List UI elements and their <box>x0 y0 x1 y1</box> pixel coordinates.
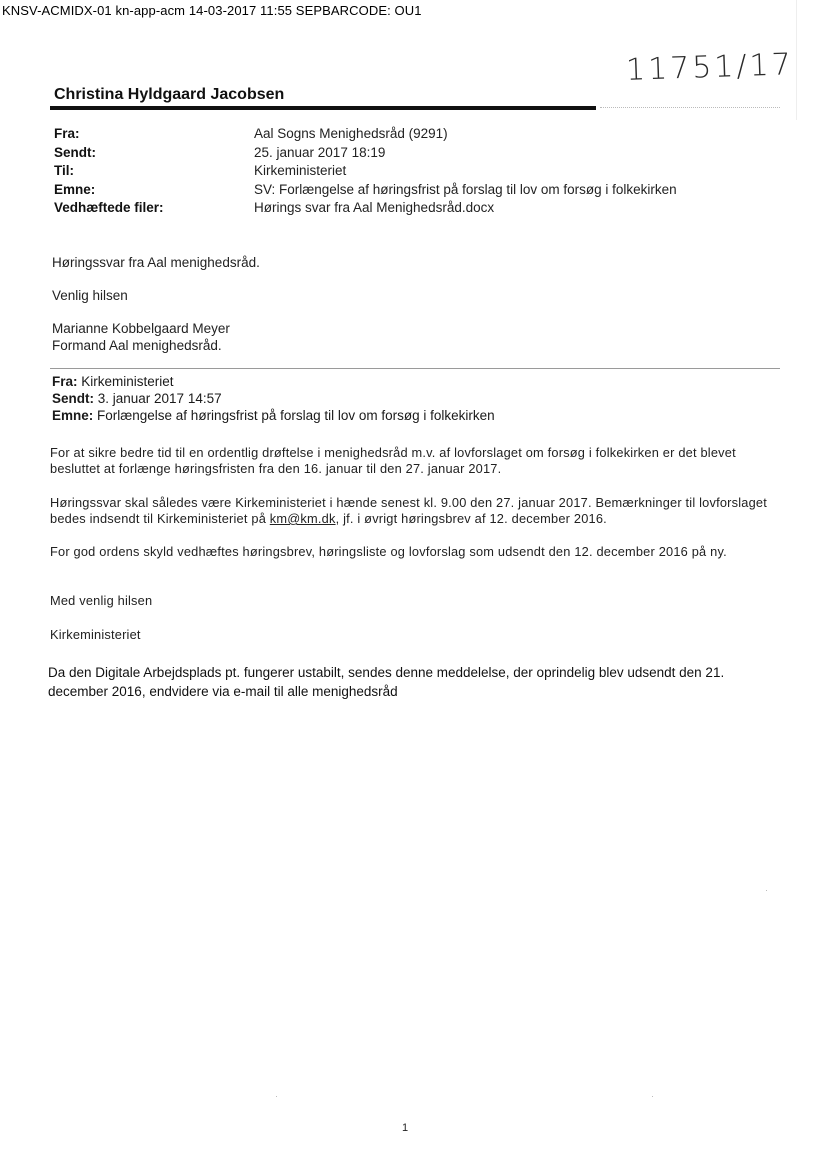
header-rule <box>50 106 596 110</box>
reply-greeting: Venlig hilsen <box>52 288 128 303</box>
quoted-emne-line <box>52 408 495 423</box>
quoted-emne-label: Emne: <box>52 408 94 423</box>
scan-header: KNSV-ACMIDX-01 kn-app-acm 14-03-2017 11:55 SEPBARCODE: OU1 <box>2 3 422 18</box>
header-value-sendt: 25. januar 2017 18:19 <box>254 145 386 160</box>
scan-edge-mark <box>796 0 797 120</box>
quoted-fra-line <box>52 374 174 389</box>
sender-name-heading: Christina Hyldgaard Jacobsen <box>54 86 285 103</box>
quoted-closing: Med venlig hilsen <box>50 593 153 608</box>
quoted-p2-text-end: , jf. i øvrigt høringsbrev af 12. december 2016. <box>335 511 607 526</box>
quoted-org: Kirkeministeriet <box>50 627 141 642</box>
quoted-paragraph-2 <box>50 495 770 527</box>
header-value-til: Kirkeministeriet <box>254 163 347 178</box>
quoted-paragraph-4: Da den Digitale Arbejdsplads pt. fungerer ustabilt, sendes denne meddelelse, der oprindelig blev udsendt den 21. december 2016, endvidere via e-mail til alle menighedsråd <box>48 665 725 699</box>
signer-title: Formand Aal menighedsråd. <box>52 338 222 353</box>
header-value-attachments: Hørings svar fra Aal Menighedsråd.docx <box>254 200 495 215</box>
reply-line: Høringssvar fra Aal menighedsråd. <box>52 255 260 270</box>
quoted-paragraph-1: For at sikre bedre tid til en ordentlig drøftelse i menighedsråd m.v. af lovforslaget om forsøg i folkekirken er det blevet besluttet at forlænge høringsfristen fra den 16. januar til den 27. januar 2017. <box>50 445 736 476</box>
quoted-p2-text: Høringssvar skal således være Kirkeministeriet i hænde senest kl. 9.00 den 27. januar 2017. Bemærkninger til lovforslaget bedes indsendt til Kirkeministeriet på <box>50 495 767 526</box>
header-value-fra: Aal Sogns Menighedsråd (9291) <box>254 126 448 141</box>
header-value-emne: SV: Forlængelse af høringsfrist på forslag til lov om forsøg i folkekirken <box>254 182 677 197</box>
scan-speck <box>652 1096 653 1097</box>
header-rule-faint <box>600 107 780 109</box>
quoted-fra-value: Kirkeministeriet <box>77 374 174 389</box>
quoted-sendt-label: Sendt: <box>52 391 94 406</box>
quoted-sendt-line <box>52 391 222 406</box>
quoted-fra-label: Fra: <box>52 374 78 389</box>
quote-separator <box>50 368 780 369</box>
quoted-paragraph-3: For god ordens skyld vedhæftes høringsbrev, høringsliste og lovforslag som udsendt den 12. december 2016 på ny. <box>50 544 727 559</box>
header-label-sendt: Sendt: <box>54 145 96 160</box>
header-label-attachments: Vedhæftede filer: <box>54 200 164 215</box>
scan-speck <box>276 1096 277 1097</box>
page-number: 1 <box>402 1122 409 1134</box>
quoted-sendt-value: 3. januar 2017 14:57 <box>94 391 222 406</box>
quoted-emne-value: Forlængelse af høringsfrist på forslag til lov om forsøg i folkekirken <box>93 408 495 423</box>
header-label-emne: Emne: <box>54 182 96 197</box>
scan-speck <box>766 890 767 891</box>
header-label-fra: Fra: <box>54 126 80 141</box>
signer-name: Marianne Kobbelgaard Meyer <box>52 321 230 336</box>
email-link[interactable]: km@km.dk <box>269 511 336 526</box>
handwritten-case-number: 11751/17 <box>625 47 795 88</box>
header-label-til: Til: <box>54 163 74 178</box>
